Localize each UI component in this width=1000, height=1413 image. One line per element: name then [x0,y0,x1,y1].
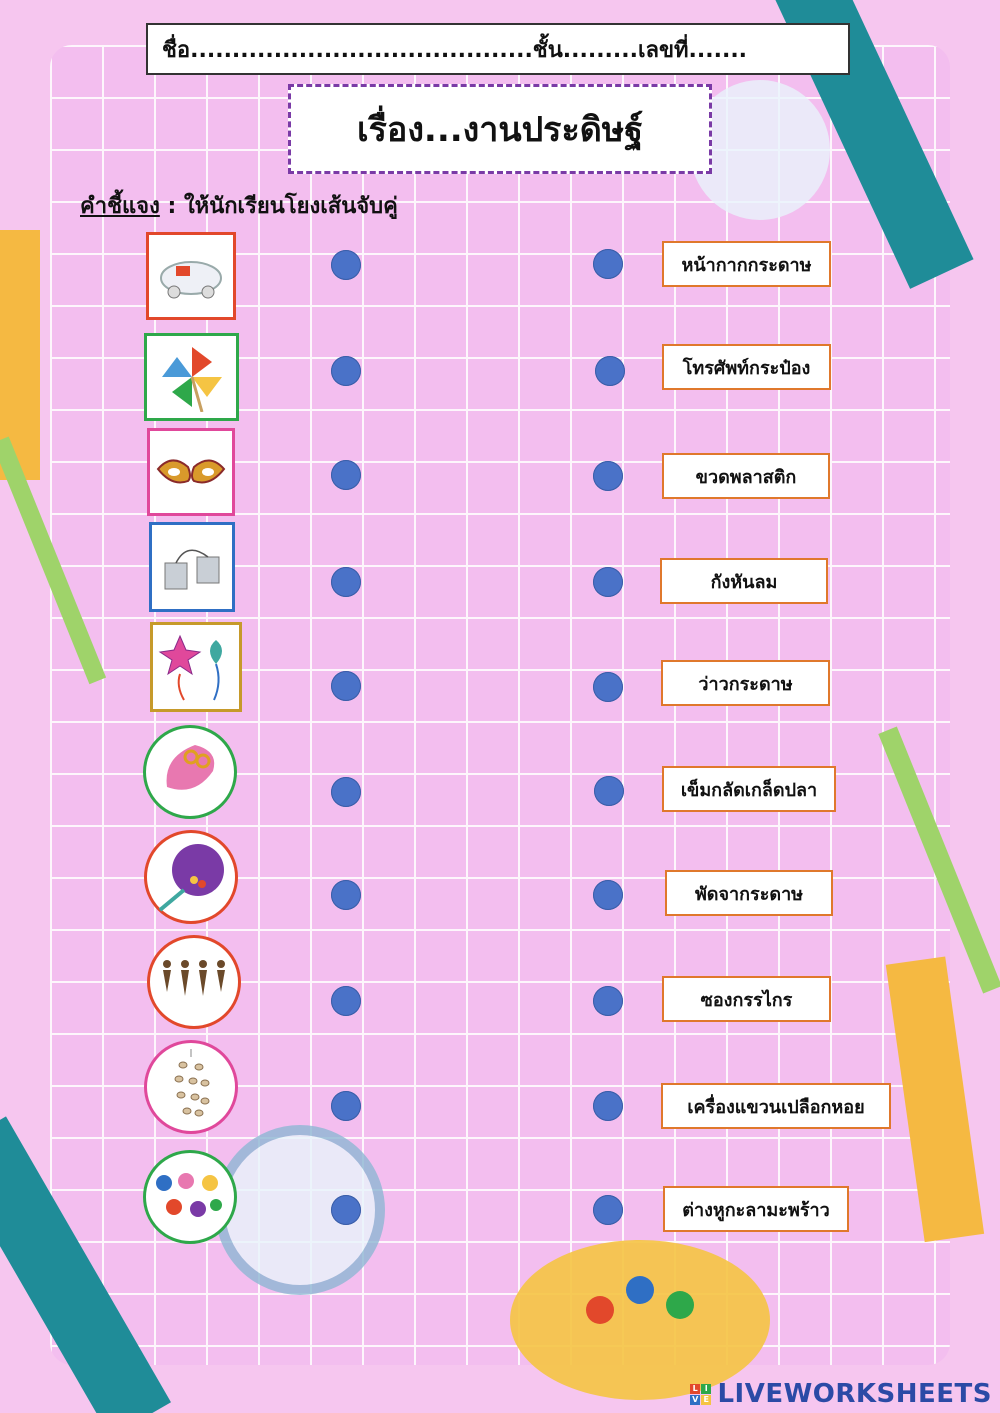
instructions-label: คำชี้แจง [80,194,160,219]
right-dot-10[interactable] [593,1195,623,1225]
paper-fan-icon [154,840,228,914]
fish-scale-flowers-icon [152,1169,228,1225]
picture-pinwheel [144,333,239,421]
word-box-7: พัดจากระดาษ [665,870,833,916]
left-dot-9[interactable] [331,1091,361,1121]
word-box-1: หน้ากากกระดาษ [662,241,831,287]
picture-tin-can-phone [149,522,235,612]
word-box-2: โทรศัพท์กระป๋อง [662,344,831,390]
coconut-shell-earrings-icon [157,952,231,1012]
picture-paper-fan [144,830,238,924]
left-dot-8[interactable] [331,986,361,1016]
left-dot-10[interactable] [331,1195,361,1225]
left-dot-4[interactable] [331,567,361,597]
left-dot-1[interactable] [331,250,361,280]
worksheet-title: เรื่อง...งานประดิษฐ์ [288,84,712,174]
picture-toy-car [146,232,236,320]
picture-mask [147,428,235,516]
tin-can-phone-icon [157,537,227,597]
instructions [80,188,398,223]
liveworksheets-mark-icon: L I V E [690,1384,711,1405]
word-box-5: ว่าวกระดาษ [661,660,830,706]
scissors-pouch-icon [155,737,225,807]
left-dot-7[interactable] [331,880,361,910]
right-dot-7[interactable] [593,880,623,910]
left-dot-2[interactable] [331,356,361,386]
name-class-number-line[interactable]: ชื่อ.........................................ชั้น.........เลขที่....... [146,23,850,75]
right-dot-2[interactable] [595,356,625,386]
right-dot-8[interactable] [593,986,623,1016]
picture-fish-scale-flowers [143,1150,237,1244]
right-dot-6[interactable] [594,776,624,806]
left-dot-6[interactable] [331,777,361,807]
left-dot-5[interactable] [331,671,361,701]
left-dot-3[interactable] [331,460,361,490]
word-box-8: ซองกรรไกร [662,976,831,1022]
word-box-3: ขวดพลาสติก [662,453,830,499]
paper-kite-icon [158,630,234,704]
word-box-10: ต่างหูกะลามะพร้าว [663,1186,849,1232]
word-box-4: กังหันลม [660,558,828,604]
liveworksheets-logo [690,1379,992,1409]
word-box-6: เข็มกลัดเกล็ดปลา [662,766,836,812]
liveworksheets-brand: LIVEWORKSHEETS [717,1379,992,1409]
right-dot-3[interactable] [593,461,623,491]
pinwheel-icon [157,342,227,412]
picture-kite [150,622,242,712]
instructions-text: : ให้นักเรียนโยงเส้นจับคู่ [159,194,398,219]
right-dot-4[interactable] [593,567,623,597]
right-dot-5[interactable] [593,672,623,702]
picture-wind-chime [144,1040,238,1134]
word-box-9: เครื่องแขวนเปลือกหอย [661,1083,891,1129]
masquerade-mask-icon [154,447,228,497]
picture-scissors-pouch [143,725,237,819]
right-dot-1[interactable] [593,249,623,279]
picture-earrings [147,935,241,1029]
right-dot-9[interactable] [593,1091,623,1121]
shell-wind-chime-icon [161,1047,221,1127]
toy-car-bottle-icon [156,246,226,306]
